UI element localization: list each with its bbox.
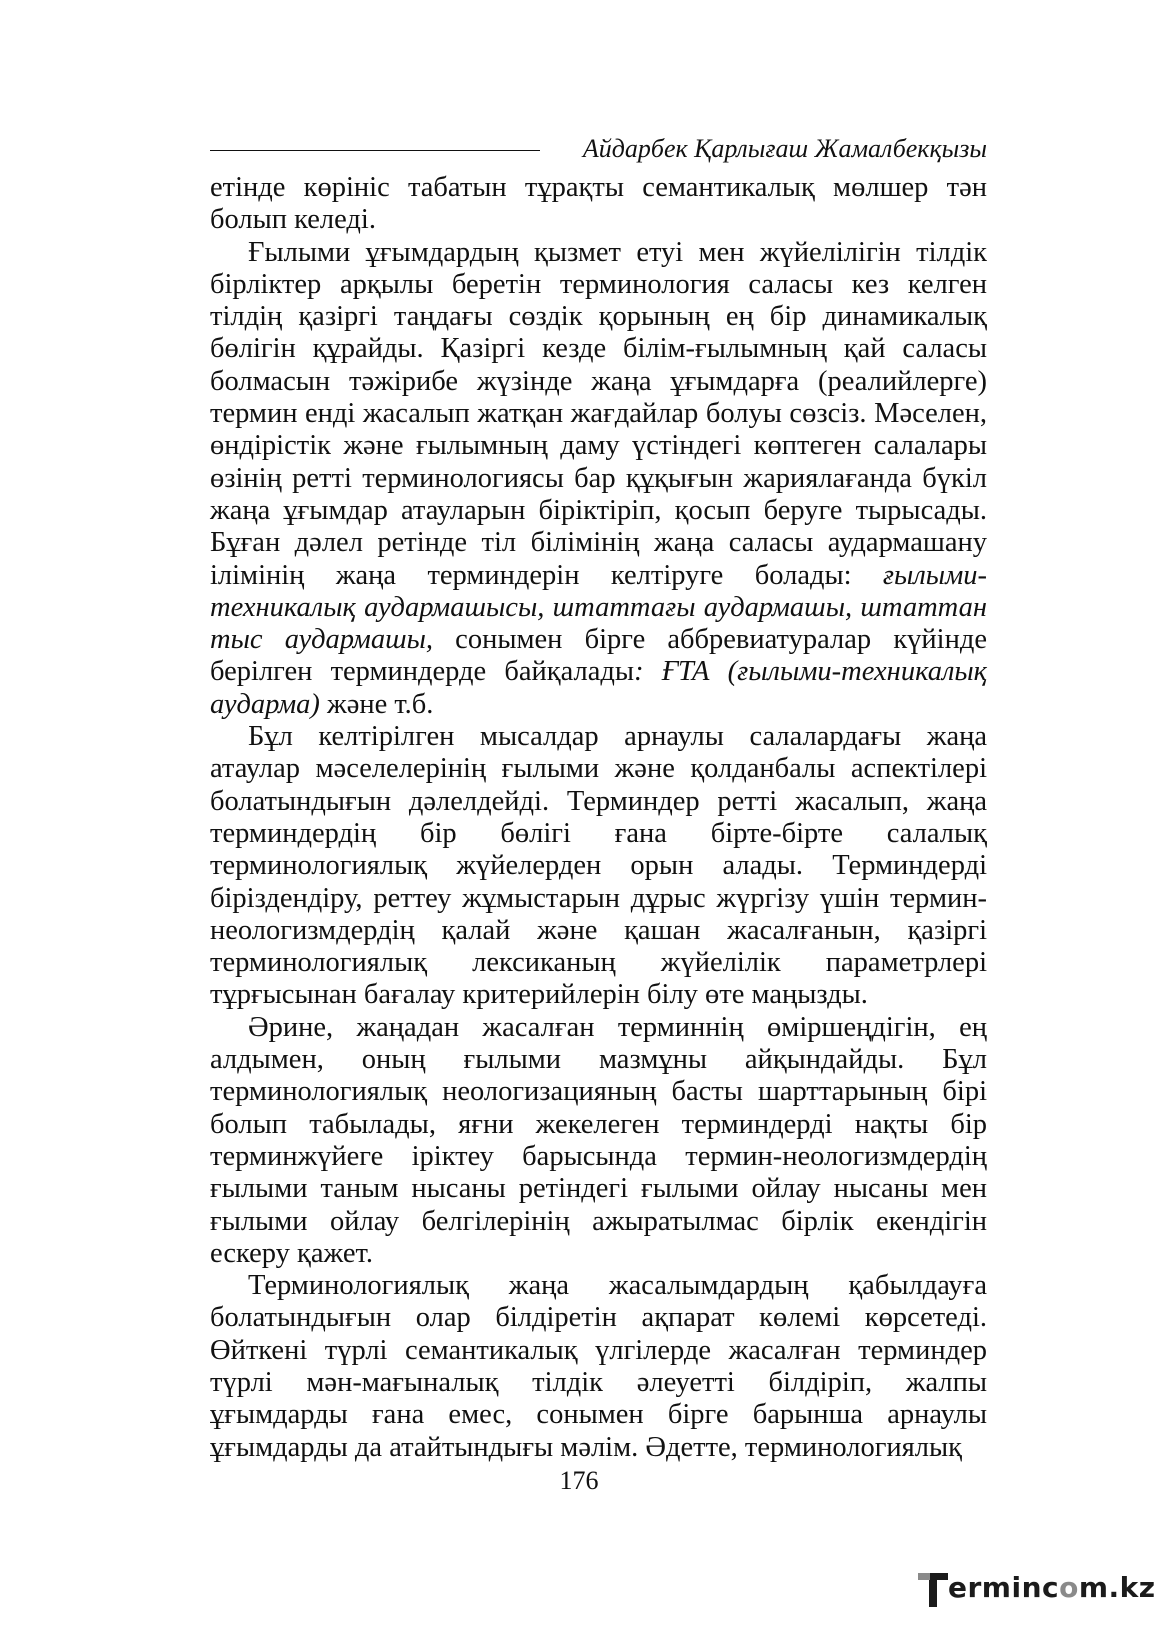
paragraph-text: сонымен бірге аббревиатуралар күйінде берілген терминдерде байқалады xyxy=(210,624,987,688)
paragraph xyxy=(210,237,987,721)
paragraph xyxy=(210,172,987,237)
watermark-o: o xyxy=(1059,1571,1079,1604)
running-header xyxy=(210,132,987,168)
header-author: Айдарбек Қарлығаш Жамалбекқызы xyxy=(582,134,987,163)
paragraph-text: етінде көрініс табатын тұрақты семантикалық мөлшер тән болып келеді. xyxy=(210,172,987,236)
italic-terms: ғылыми-техникалық аудармашысы, штаттағы аудармашы, штаттан тыс аудармашы, xyxy=(210,559,987,656)
italic-abbreviation: : ҒТА (ғылыми-техникалық аударма) xyxy=(210,656,987,720)
header-rule xyxy=(210,150,540,151)
watermark-text xyxy=(948,1571,1156,1604)
t-logo-icon xyxy=(918,1569,952,1609)
paragraph-text: Ғылыми ұғымдардың қызмет етуі мен жүйелілігін тілдік бірліктер арқылы беретін терминология саласы кез келген тілдің қазіргі таңдағы сөздік қорының ең бір динамикалық бөлігін құрайды. Қазіргі кезде білім-ғылымның қай саласы болмасын тәжірибе жүзінде жаңа ұғымдарға (реалийлерге) термин енді жасалып жатқан жағдайлар болуы сөзсіз. Мәселен, өндірістік және ғылымның даму үстіндегі көптеген салалары өзінің ретті терминологиясы бар құқығын жариялағанда бүкіл жаңа ұғымдар атауларын біріктіріп, қосып беруге тырысады. Бұған дәлел ретінде тіл білімінің жаңа саласы аудармашану ілімінің жаңа терминдерін келтіруге болады: xyxy=(210,236,987,591)
watermark-suffix: m.kz xyxy=(1078,1571,1156,1604)
site-watermark[interactable] xyxy=(918,1567,1156,1613)
watermark-prefix: erminc xyxy=(948,1571,1060,1604)
paragraph-text: Әрине, жаңадан жасалған терминнің өміршеңдігін, ең алдымен, оның ғылыми мазмұны айқындайды. Бұл терминологиялық неологизацияның басты шарттарының бірі болып табылады, яғни жекелеген терминдерді нақты бір терминжүйеге іріктеу барысында термин-неологизмдердің ғылыми таным нысаны ретіндегі ғылыми ойлау нысаны мен ғылыми ойлау белгілерінің ажыратылмас бірлік екендігін ескеру қажет. xyxy=(210,1011,987,1269)
paragraph xyxy=(210,1012,987,1270)
paragraph xyxy=(210,1270,987,1464)
page-number: 176 xyxy=(559,1466,599,1495)
body-text xyxy=(210,172,987,1464)
paragraph-text: және т.б. xyxy=(319,688,434,720)
paragraph-text: Терминологиялық жаңа жасалымдардың қабылдауға болатындығын олар білдіретін ақпарат көлемі көрсетеді. Өйткені түрлі семантикалық үлгілерде жасалған терминдер түрлі мән-мағыналық тілдік әлеуетті білдіріп, жалпы ұғымдарды ғана емес, сонымен бірге барынша арнаулы ұғымдарды да атайтындығы мәлім. Әдетте, терминологиялық xyxy=(210,1270,987,1463)
paragraph-text: Бұл келтірілген мысалдар арнаулы салалардағы жаңа атаулар мәселелерінің ғылыми және қолданбалы аспектілері болатындығын дәлелдейді. Терминдер ретті жасалып, жаңа терминдердің бір бөлігі ғана бірте-бірте салалық терминологиялық жүйелерден орын алады. Терминдерді біріздендіру, реттеу жұмыстарын дұрыс жүргізу үшін термин-неологизмдердің қалай және қашан жасалғанын, қазіргі терминологиялық лексиканың жүйелілік параметрлері тұрғысынан бағалау критерийлерін білу өте маңызды. xyxy=(210,721,987,1011)
paragraph xyxy=(210,721,987,1012)
